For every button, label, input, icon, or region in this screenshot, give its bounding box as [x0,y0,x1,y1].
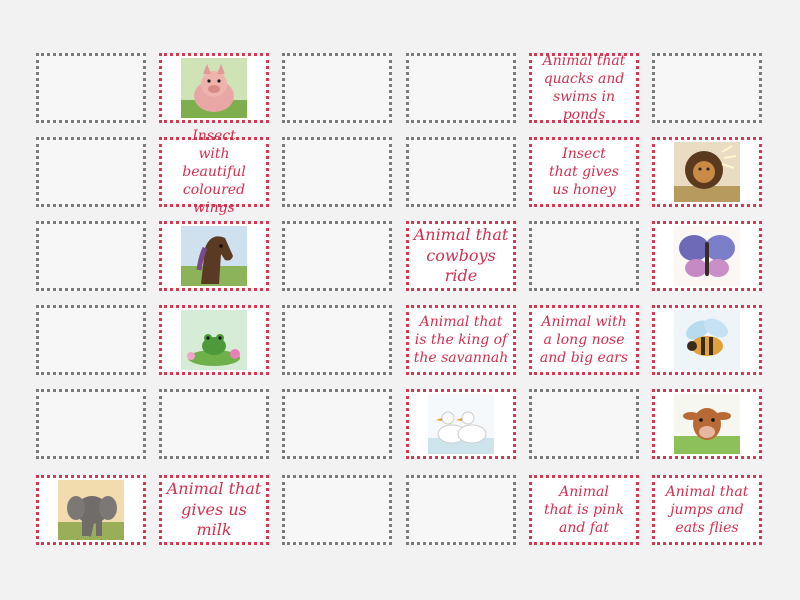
image-card[interactable] [159,305,269,375]
ducks-image [428,394,494,454]
elephant-image [58,480,124,540]
drop-slot[interactable] [36,305,146,375]
drop-slot[interactable] [282,221,392,291]
image-card[interactable] [652,221,762,291]
text-card[interactable] [529,53,639,123]
image-card[interactable] [406,389,516,459]
text-card[interactable] [529,137,639,207]
drop-slot[interactable] [36,389,146,459]
pig-image [181,58,247,118]
drop-slot[interactable] [529,389,639,459]
text-card[interactable] [529,475,639,545]
card-label: Animal with a long nose and big ears [539,313,629,367]
image-card[interactable] [36,475,146,545]
lion-image [674,142,740,202]
drop-slot[interactable] [36,137,146,207]
drop-slot[interactable] [406,137,516,207]
drop-slot[interactable] [529,221,639,291]
text-card[interactable] [159,475,269,545]
butterfly-image [674,226,740,286]
card-label: Animal that is pink and fat [543,483,625,537]
drop-slot[interactable] [282,305,392,375]
drop-slot[interactable] [652,53,762,123]
drop-slot[interactable] [36,53,146,123]
frog-image [181,310,247,370]
drop-slot[interactable] [406,53,516,123]
drop-slot[interactable] [282,475,392,545]
card-label: Animal that is the king of the savannah [413,313,509,367]
drop-slot[interactable] [159,389,269,459]
image-card[interactable] [159,53,269,123]
text-card[interactable] [159,127,269,217]
calf-image [674,394,740,454]
card-label: Animal that jumps and eats flies [665,483,749,537]
drop-slot[interactable] [406,475,516,545]
bee-image [674,310,740,370]
card-label: Animal that gives us milk [166,478,262,540]
card-label: Insect with beautiful coloured wings [182,127,246,217]
text-card[interactable] [406,221,516,291]
drop-slot[interactable] [282,53,392,123]
card-label: Insect that gives us honey [549,145,619,199]
image-card[interactable] [159,221,269,291]
text-card[interactable] [652,475,762,545]
text-card[interactable] [406,305,516,375]
image-card[interactable] [652,389,762,459]
drop-slot[interactable] [36,221,146,291]
card-label: Animal that quacks and swims in ponds [542,52,626,124]
drop-slot[interactable] [282,389,392,459]
card-label: Animal that cowboys ride [413,224,509,286]
text-card[interactable] [529,305,639,375]
drop-slot[interactable] [282,137,392,207]
image-card[interactable] [652,305,762,375]
image-card[interactable] [652,137,762,207]
horse-image [181,226,247,286]
